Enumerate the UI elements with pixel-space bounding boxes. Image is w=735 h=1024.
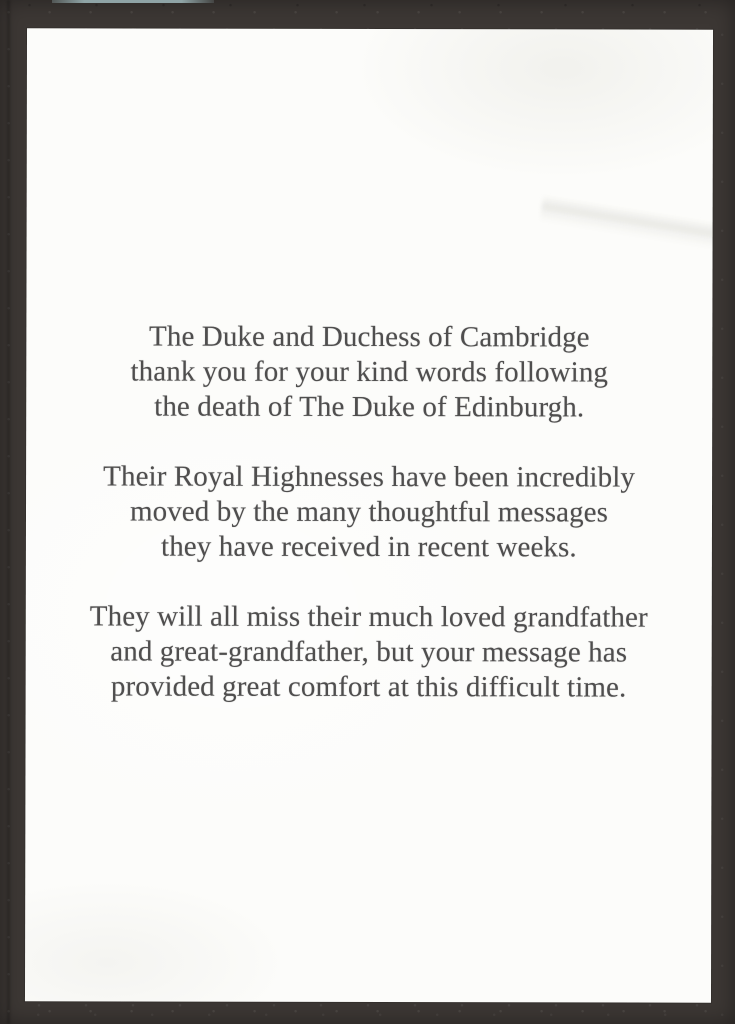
- card-message: [26, 28, 713, 705]
- scanner-light-strip: [52, 0, 214, 3]
- text-line: Their Royal Highnesses have been incredibly: [103, 460, 636, 494]
- text-line: moved by the many thoughtful messages: [129, 495, 609, 529]
- paragraph-thanks: [26, 319, 712, 425]
- text-line: They will all miss their much loved grandfather: [89, 600, 648, 634]
- text-line: the death of The Duke of Edinburgh.: [154, 390, 585, 424]
- text-line: they have received in recent weeks.: [161, 530, 577, 564]
- frame-shadow-streak: [7, 0, 10, 1024]
- text-line: thank you for your kind words following: [130, 355, 609, 389]
- paragraph-grandfather: [26, 599, 712, 705]
- text-line: and great-grandfather, but your message has: [110, 635, 628, 669]
- text-line: provided great comfort at this difficult time.: [110, 670, 627, 704]
- paragraph-moved: [26, 459, 712, 565]
- text-line: The Duke and Duchess of Cambridge: [149, 320, 590, 354]
- memorial-card: [25, 28, 713, 1002]
